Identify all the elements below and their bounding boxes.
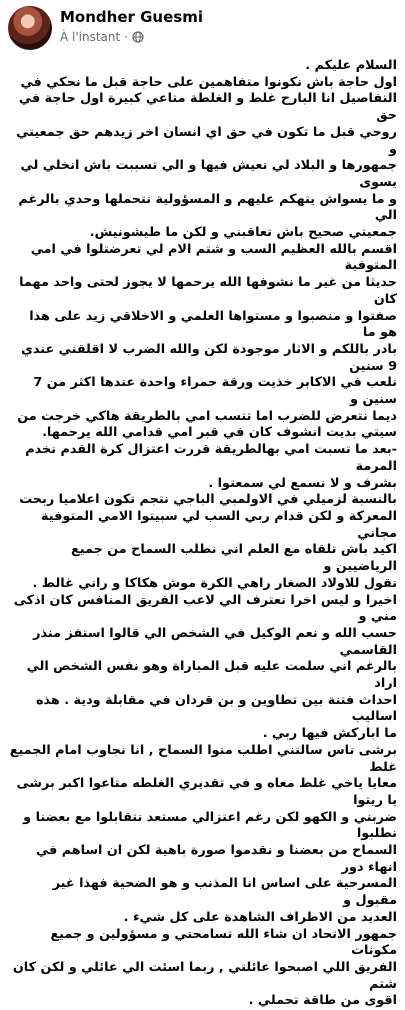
post-text-line: اكيد باش تلقاه مع العلم اني نطلب السماح من جميع الرياضيين و: [71, 542, 397, 575]
post-text-line: جمهورها و البلاد لي نعيش فيها و الي تسببت باش انخلي لي يسوى: [20, 158, 397, 190]
globe-icon[interactable]: [132, 31, 144, 43]
post-text-line: روحي قبل ما تكون في حق اي انسان اخر زيدهم حق جمعيتي و: [16, 124, 397, 157]
meta-separator: ·: [124, 30, 129, 44]
post-text-line: المسرحية على اساس انا المذنب و هو الضحية فهذا غير مقبول و: [52, 876, 397, 909]
post-meta: [60, 30, 144, 44]
post-text-line: ديما نتعرض للضرب اما تتسب امي بالطريقة هاكي خرجت من: [17, 408, 397, 424]
post-text-line: اقوى من طاقة تحملي .: [248, 993, 397, 1009]
post-text-line: بالنسبة لزميلي في الاولمبي الباجي نتجم تكون اعلاميا ربحت: [19, 492, 397, 508]
post-text-line: حديثا من غير ما نشوفها الله يرحمها لا يجوز لحتى واحد مهما كان: [19, 275, 397, 307]
post-header: [8, 6, 397, 52]
post-text-line: -بعد ما تسبت امي بهالطريقة قررت اعتزال كرة القدم نخدم المرمة: [25, 442, 397, 474]
post-text-line: بالرغم اني سلمت عليه قبل المباراة وهو نفس الشخص الي اراد: [26, 659, 397, 692]
post-text-line: المعركة و لكن قدام ربي السب لي سبيتوا الامي المتوفية مجاني: [41, 508, 397, 541]
post-text-line: اخيرا و ليس اخرا نعترف الي لاعب الفريق المنافس كان اذكى مني و: [13, 592, 397, 625]
post-text-line: نقول للاولاد الصغار راهي الكرة موش هكاكا و راني غالط .: [32, 575, 397, 591]
post-body: [8, 58, 397, 1010]
post-text-line: جمعيتي صحيح باش تعاقبني و لكن ما طيشونيش.: [89, 225, 397, 241]
post-text-line: الفريق اللي اصبحوا عائلتي , ربما اسئت الي عائلي و لكن كان شتم: [12, 959, 397, 992]
post-text-line: نلعب في الاكابر خذيت ورقة حمراء واحدة عندها اكثر من 7 سنين و: [33, 375, 397, 408]
post-text-line: حسب الله و نعم الوكيل في الشخص الي قالوا استفز منذر القاسمي: [33, 625, 397, 658]
post-text-line: العديد من الاطراف الشاهدة على كل شيء .: [123, 909, 397, 925]
post-text-line: اقسم بالله العظيم السب و شتم الام لي تعرضتلوا في امي المتوفية: [30, 241, 397, 274]
post-text-line: السماح من بعضنا و نقدموا صورة باهية لكن ان اساهم في انهاء دور: [35, 843, 397, 875]
post-timestamp[interactable]: À l'instant: [60, 30, 121, 44]
post-text-line: و ما يسواش يتهكم عليهم و المسؤولية نتحملها وحدي بالرغم الي: [18, 191, 397, 224]
author-name[interactable]: Mondher Guesmi: [60, 8, 203, 26]
post-text-line: ما اباركش فيها ربي .: [262, 726, 397, 742]
post-text-line: بشرف و لا نسمع لي سمعتوا .: [208, 475, 397, 491]
post-text-line: معايا ياخي غلط معاه و في تقديري الغلطه متاعوا اكبر برشى يا ريتوا: [16, 776, 397, 808]
post-text-line: اول حاجة باش نكونوا متفاهمين على حاجة قبل ما نحكي في: [20, 74, 397, 90]
post-text-line: جمهور الاتحاد ان شاء الله تسامحني و مسؤولين و جميع مكونات: [50, 926, 397, 959]
post-text-line: صفتوا و منصبوا و مستواها العلمي و الاخلاقي زيد على هذا هو ما: [29, 308, 397, 341]
avatar[interactable]: [8, 6, 52, 50]
post-text-line: احداث فتنة بين تطاوين و بن قردان في مقابلة ودية . هذه اساليب: [35, 692, 397, 725]
post-text-line: التفاصيل انا البارح غلط و الغلطة متاعي كبيرة اول حاجة في حق: [18, 91, 397, 124]
post-text-line: بادر باللكم و الاثار موجودة لكن والله الضرب لا اقلقني عندي 9 سنين: [21, 341, 397, 374]
post-text-line: برشى ناس سالتني اطلب منوا السماح , انا نجاوب امام الجميع غلط: [9, 742, 397, 775]
post-text-line: سيتي بديت انشوف كان في قبر امي قدامي الله يرحمها.: [42, 425, 397, 441]
post-text-line: ضربني و الكهو لكن رغم اعتزالي مستعد نتقابلوا مع بعضنا و نطلبوا: [23, 809, 397, 842]
post-text-line: السلام عليكم .: [305, 58, 397, 73]
